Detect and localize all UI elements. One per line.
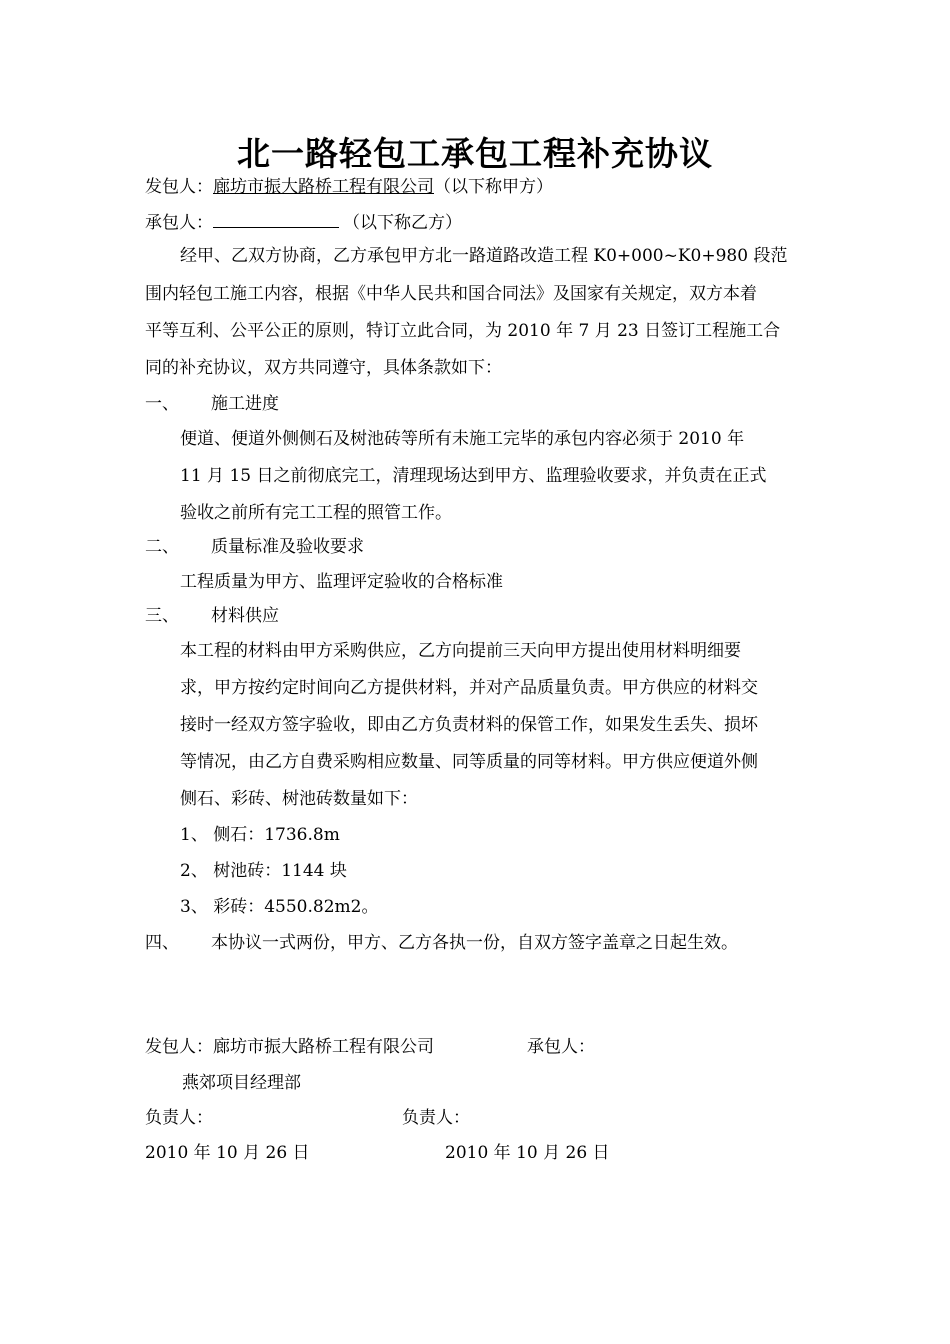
date-right: 2010 年 10 月 26 日	[445, 1143, 610, 1163]
section-number: 三、	[145, 606, 179, 626]
intro-line: 围内轻包工施工内容，根据《中华人民共和国合同法》及国家有关规定，双方本着	[145, 284, 757, 304]
signature-contractor	[145, 1036, 434, 1058]
section-line: 本工程的材料由甲方采购供应，乙方向提前三天向甲方提出使用材料明细要	[180, 641, 741, 661]
document-title: 北一路轻包工承包工程补充协议	[237, 134, 713, 173]
contractor-line	[145, 176, 553, 198]
section-line: 接时一经双方签字验收，即由乙方负责材料的保管工作，如果发生丢失、损坏	[180, 715, 758, 735]
date-left: 2010 年 10 月 26 日	[145, 1143, 310, 1163]
responsible-right: 负责人：	[402, 1108, 470, 1128]
intro-line: 平等互利、公平公正的原则，特订立此合同，为 2010 年 7 月 23 日签订工程施工合	[145, 321, 781, 341]
section-line: 验收之前所有完工工程的照管工作。	[180, 503, 452, 523]
subcontractor-label: 承包人：	[145, 213, 213, 233]
section-heading	[145, 393, 279, 415]
section-heading	[145, 536, 364, 558]
responsible-left: 负责人：	[145, 1108, 213, 1128]
material-item: 3、 彩砖：4550.82m2。	[180, 897, 379, 917]
signature-right-label: 承包人：	[527, 1037, 595, 1057]
intro-line: 经甲、乙双方协商，乙方承包甲方北一路道路改造工程 K0+000~K0+980 段范	[180, 246, 788, 266]
section-title: 材料供应	[211, 606, 279, 626]
subcontractor-line	[145, 210, 462, 234]
intro-line: 同的补充协议，双方共同遵守，具体条款如下：	[145, 358, 502, 378]
material-item: 1、 侧石：1736.8m	[180, 825, 340, 845]
section-title: 施工进度	[211, 394, 279, 414]
contractor-name: 廊坊市振大路桥工程有限公司	[213, 177, 434, 197]
section-number: 四、	[145, 933, 179, 953]
subcontractor-blank	[213, 210, 339, 228]
contractor-label: 发包人：	[145, 177, 213, 197]
contractor-note: （以下称甲方）	[434, 177, 553, 197]
section-title: 本协议一式两份，甲方、乙方各执一份，自双方签字盖章之日起生效。	[211, 933, 738, 953]
section-number: 一、	[145, 394, 179, 414]
section-line: 工程质量为甲方、监理评定验收的合格标准	[180, 572, 503, 592]
section-line: 侧石、彩砖、树池砖数量如下：	[180, 789, 418, 809]
section-line: 求，甲方按约定时间向乙方提供材料，并对产品质量负责。甲方供应的材料交	[180, 678, 758, 698]
subcontractor-note: （以下称乙方）	[343, 213, 462, 233]
signature-left-name: 廊坊市振大路桥工程有限公司	[213, 1037, 434, 1057]
section-heading	[145, 605, 279, 627]
section-line: 等情况，由乙方自费采购相应数量、同等质量的同等材料。甲方供应便道外侧	[180, 752, 758, 772]
section-line: 11 月 15 日之前彻底完工，清理现场达到甲方、监理验收要求，并负责在正式	[180, 466, 767, 486]
material-item: 2、 树池砖：1144 块	[180, 861, 347, 881]
section-number: 二、	[145, 537, 179, 557]
section-heading	[145, 932, 738, 954]
section-line: 便道、便道外侧侧石及树池砖等所有未施工完毕的承包内容必须于 2010 年	[180, 429, 745, 449]
signature-left-label: 发包人：	[145, 1037, 213, 1057]
signature-left-dept: 燕郊项目经理部	[182, 1073, 301, 1093]
section-title: 质量标准及验收要求	[211, 537, 364, 557]
